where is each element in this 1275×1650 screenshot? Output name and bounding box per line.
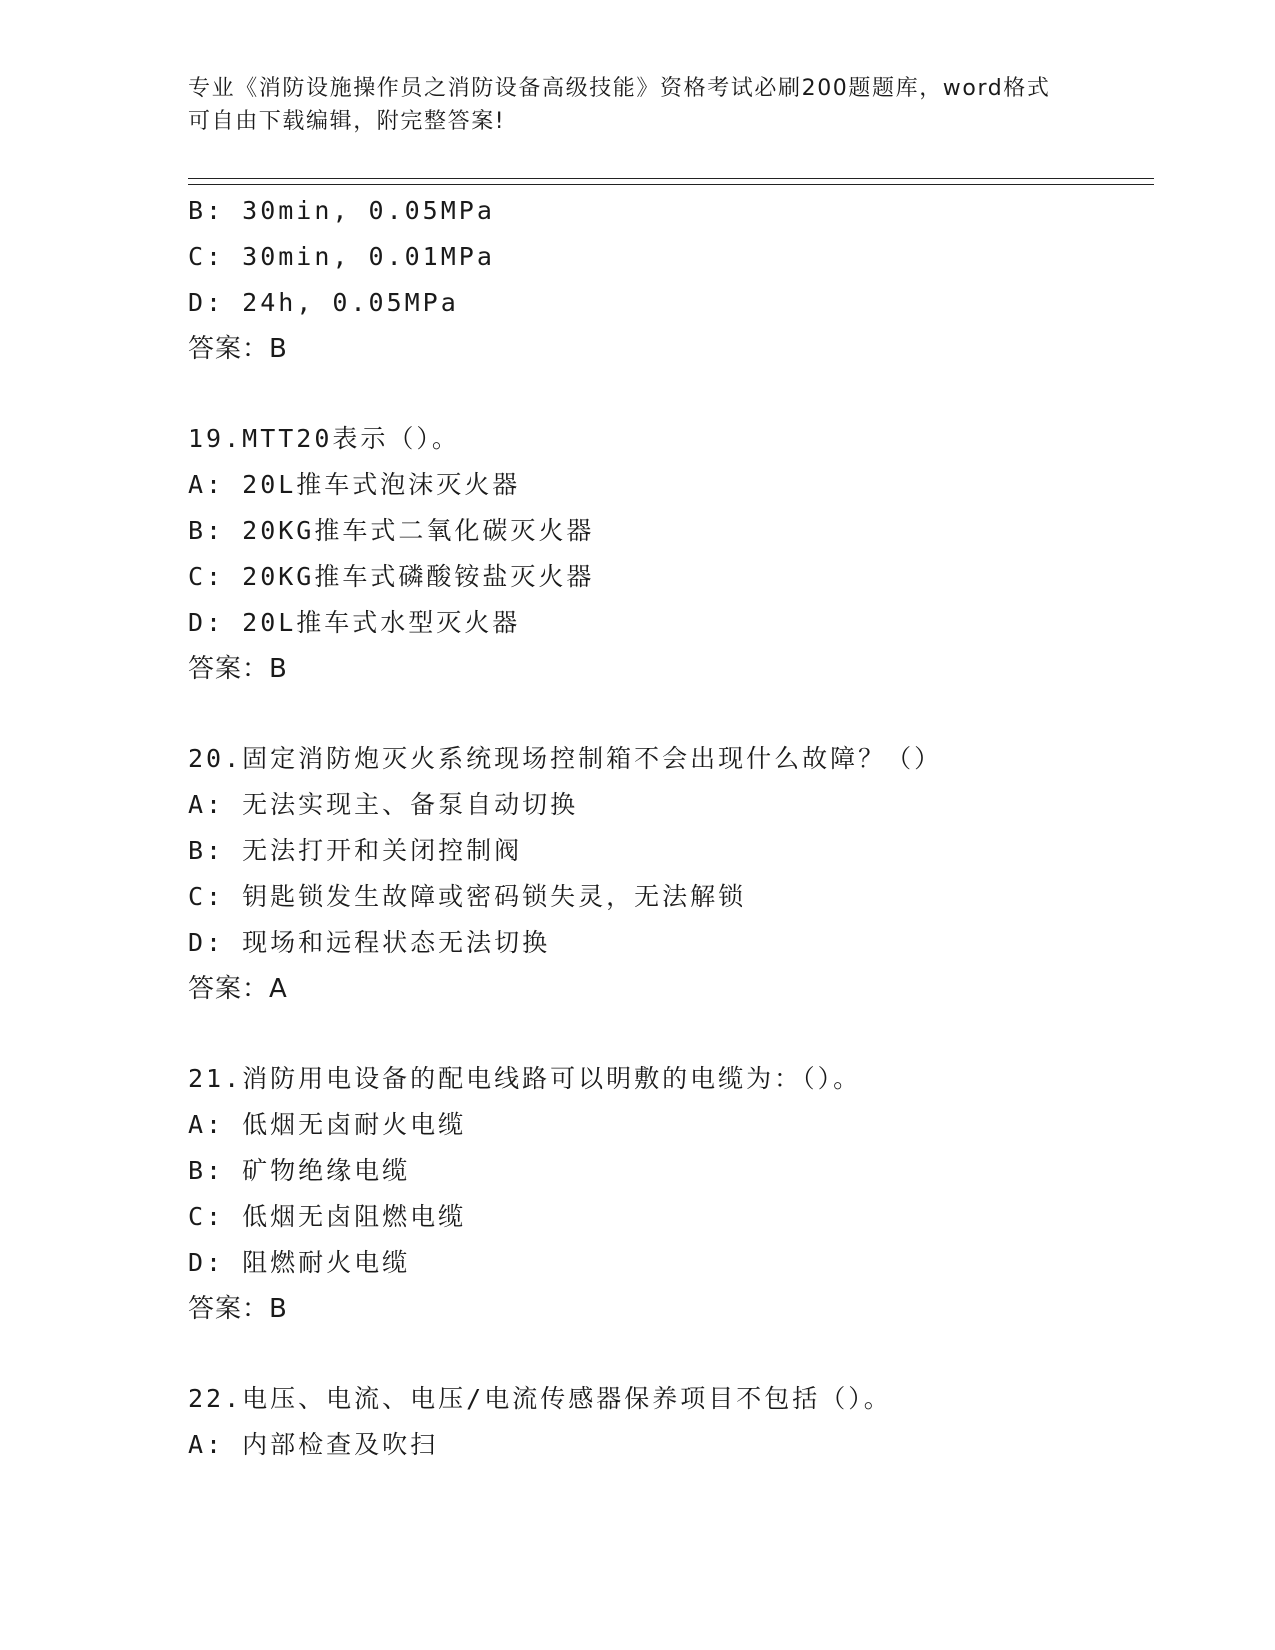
question-20 bbox=[188, 736, 1148, 1012]
option-d: D: 20L推车式水型灭火器 bbox=[188, 608, 521, 637]
question-stem: 22.电压、电流、电压/电流传感器保养项目不包括（）。 bbox=[188, 1384, 892, 1413]
option-c: C: 30min, 0.01MPa bbox=[188, 242, 495, 271]
question-22 bbox=[188, 1376, 1148, 1468]
option-b: B: 20KG推车式二氧化碳灭火器 bbox=[188, 516, 595, 545]
option-d: D: 现场和远程状态无法切换 bbox=[188, 928, 551, 957]
option-b: B: 无法打开和关闭控制阀 bbox=[188, 836, 523, 865]
option-d: D: 阻燃耐火电缆 bbox=[188, 1248, 411, 1277]
option-a: A: 内部检查及吹扫 bbox=[188, 1430, 439, 1459]
question-21 bbox=[188, 1056, 1148, 1332]
option-a: A: 低烟无卤耐火电缆 bbox=[188, 1110, 467, 1139]
document-header: 专业《消防设施操作员之消防设备高级技能》资格考试必刷200题题库，word格式可自由下载编辑，附完整答案! bbox=[188, 76, 1051, 134]
option-c: C: 钥匙锁发生故障或密码锁失灵，无法解锁 bbox=[188, 882, 747, 911]
option-b: B: 矿物绝缘电缆 bbox=[188, 1156, 411, 1185]
question-18-tail bbox=[188, 188, 1148, 372]
question-list bbox=[188, 188, 1148, 1468]
option-a: A: 20L推车式泡沫灭火器 bbox=[188, 470, 521, 499]
spacer bbox=[188, 372, 1148, 416]
answer: 答案：B bbox=[188, 334, 288, 364]
question-19 bbox=[188, 416, 1148, 692]
header-rule-bottom bbox=[188, 184, 1154, 185]
spacer bbox=[188, 692, 1148, 736]
answer: 答案：B bbox=[188, 1294, 288, 1324]
option-b: B: 30min, 0.05MPa bbox=[188, 196, 495, 225]
answer: 答案：A bbox=[188, 974, 288, 1004]
spacer bbox=[188, 1012, 1148, 1056]
question-stem: 20.固定消防炮灭火系统现场控制箱不会出现什么故障？（） bbox=[188, 744, 943, 773]
option-a: A: 无法实现主、备泵自动切换 bbox=[188, 790, 579, 819]
option-d: D: 24h, 0.05MPa bbox=[188, 288, 459, 317]
header-rule-top bbox=[188, 178, 1154, 179]
option-c: C: 20KG推车式磷酸铵盐灭火器 bbox=[188, 562, 595, 591]
answer: 答案：B bbox=[188, 654, 288, 684]
question-stem: 21.消防用电设备的配电线路可以明敷的电缆为：（）。 bbox=[188, 1064, 862, 1093]
spacer bbox=[188, 1332, 1148, 1376]
question-stem: 19.MTT20表示（）。 bbox=[188, 424, 460, 453]
option-c: C: 低烟无卤阻燃电缆 bbox=[188, 1202, 467, 1231]
